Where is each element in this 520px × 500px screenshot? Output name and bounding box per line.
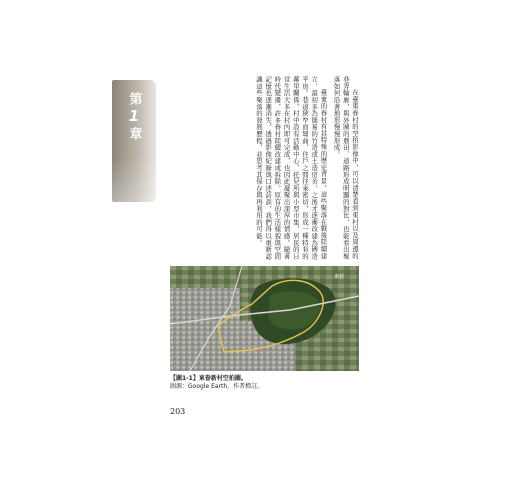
figure-caption [170,375,359,391]
chapter-suffix: 章 [126,127,142,142]
caption-source: 圖源：Google Earth，作者標註。 [170,383,264,390]
body-paragraph-1: 在臺東眷村的空拍影像中，可以清楚看到東村以及周邊的巷弄輪廓，與外圍的農田、道路形成明顯的對比，也能看出聚落如何沿著地形慢慢形成。 [332,76,359,260]
aerial-photo-graphic [170,266,359,371]
body-paragraph-2: 臺東的眷村有其特殊的歷史背景。這些聚落在戰後陸續建立，最初多為簡易的竹造或土造房舍，之後才逐漸改建為磚造平房。巷道狹窄而彎曲，住戶之間往來密切，形成一種特有的鄰里關係。村中設有活動中心、托兒所與小型市集，居民的日常生活大多在村內即可完成，也因此凝聚出深厚的情感。隨著時代變遷，許多眷村陸續改建或拆除，原有的生活樣貌與空間記憶也逐漸消失。透過影像紀錄與口述訪談，我們得以重新認識這些聚落的發展歷程，並思考其保存與再利用的可能。 [254,76,328,260]
page-number: 203 [170,407,186,416]
chapter-label [112,92,156,142]
aerial-photo [170,266,359,371]
chapter-prefix: 第 [126,92,142,107]
map-label: 東村 [334,274,345,280]
chapter-number: 1 [125,107,143,127]
chapter-tab-wave-decoration [112,156,156,202]
caption-title: 【圖1-1】東眷新村空拍圖。 [170,375,247,382]
body-text-vertical [173,76,359,262]
